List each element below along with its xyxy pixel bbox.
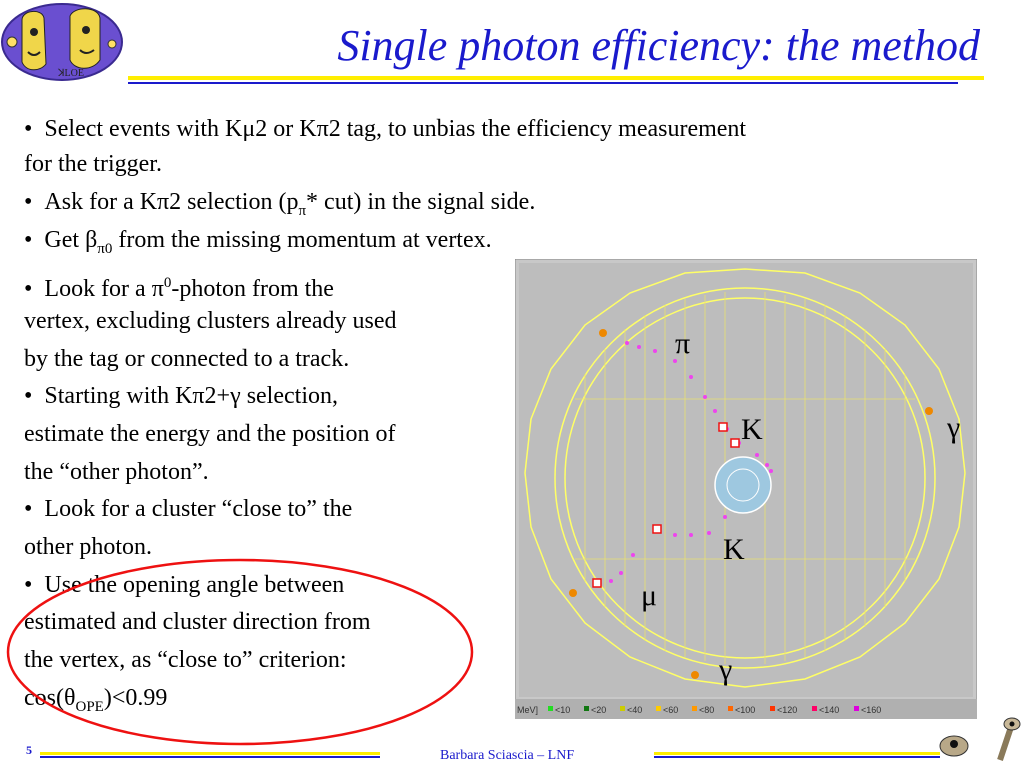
svg-text:<120: <120 — [777, 705, 798, 715]
svg-text:<10: <10 — [555, 705, 571, 715]
bullet-4: • Look for a $\pi^0$-photon from the — [24, 275, 334, 302]
svg-text:<20: <20 — [591, 705, 607, 715]
bullet-5-cont-1: estimate the energy and the position of — [24, 421, 396, 447]
kloe-logo — [0, 2, 128, 82]
bullet-1-cont: for the trigger. — [24, 151, 162, 177]
beam-pipe — [715, 457, 771, 513]
bullet-7-cont-2: the vertex, as “close to” criterion: — [24, 647, 347, 673]
svg-text:<100: <100 — [735, 705, 756, 715]
svg-text:<160: <160 — [861, 705, 882, 715]
page-number: 5 — [26, 743, 32, 757]
bullet-2: • Ask for a Kπ2 selection ($p_\pi*$ cut) in the signal side. — [24, 189, 536, 219]
bullet-marker: • — [24, 116, 33, 142]
svg-text:<140: <140 — [819, 705, 840, 715]
svg-text:MeV]: MeV] — [517, 705, 539, 715]
bullet-6: • Look for a cluster “close to” the — [24, 496, 353, 522]
mascot-icon — [930, 714, 1024, 768]
slide-title: Single photon efficiency: the method — [337, 21, 980, 70]
label-mu: μ — [641, 579, 658, 612]
bullet-6-cont: other photon. — [24, 534, 152, 560]
title-rule-blue — [128, 82, 958, 84]
bullet-4-cont-2: by the tag or connected to a track. — [24, 346, 350, 372]
bullet-7-cont-1: estimated and cluster direction from — [24, 609, 371, 635]
footer-rule-right-blue — [654, 756, 940, 758]
bullet-7-cont-3: $\cos(\theta_{OPE})<0.99$ — [24, 685, 168, 715]
footer-rule-right-yellow — [654, 752, 940, 755]
bullet-5: • Starting with Kπ2+γ selection, — [24, 383, 338, 409]
label-k-top: K — [741, 413, 763, 446]
bullet-4-cont-1: vertex, excluding clusters already used — [24, 308, 397, 334]
footer-author: Barbara Sciascia – LNF — [440, 748, 575, 763]
footer-rule-left-blue — [40, 756, 380, 758]
label-gamma-right: γ — [947, 411, 961, 444]
svg-text:<60: <60 — [663, 705, 679, 715]
bullet-1: • Select events with Kμ2 or Kπ2 tag, to unbias the efficiency measurement — [24, 116, 747, 142]
label-pi: π — [675, 327, 691, 360]
svg-text:<40: <40 — [627, 705, 643, 715]
footer-rule-left-yellow — [40, 752, 380, 755]
label-gamma-bottom: γ — [719, 653, 733, 686]
title-rule-yellow — [128, 76, 984, 80]
highlight-ellipse — [0, 554, 490, 750]
bullet-5-cont-2: the “other photon”. — [24, 459, 209, 485]
bullet-3: • Get $\beta_{\pi 0}$ from the missing momentum at vertex. — [24, 227, 492, 257]
event-display — [515, 259, 977, 719]
label-k-bottom: K — [723, 533, 745, 566]
logo-text: ꓘLOE — [58, 68, 84, 79]
svg-text:<80: <80 — [699, 705, 715, 715]
bullet-7: • Use the opening angle between — [24, 572, 345, 598]
